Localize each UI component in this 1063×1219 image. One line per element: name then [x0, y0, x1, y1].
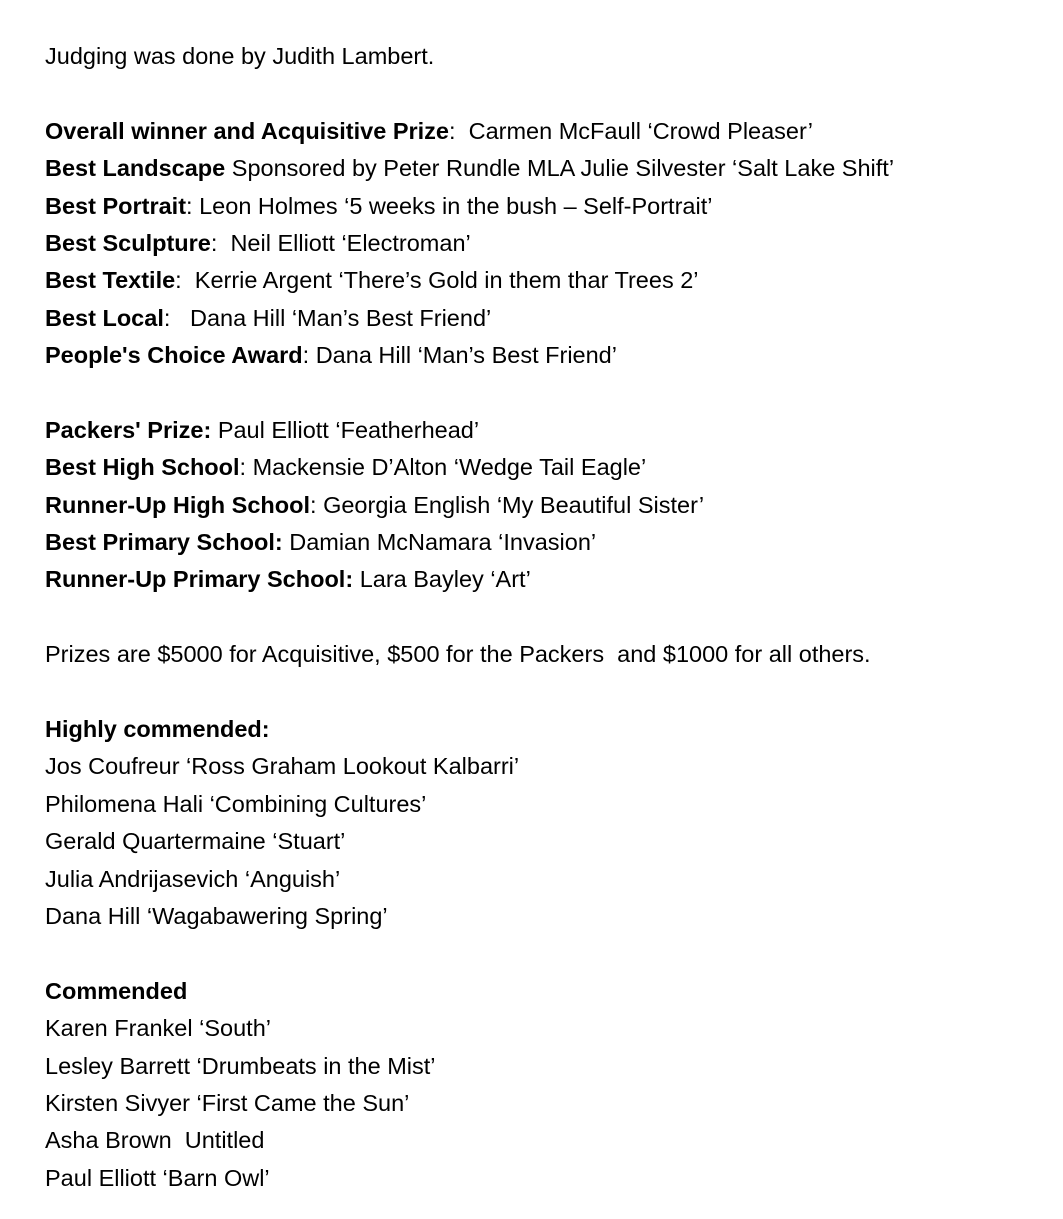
list-item: Lesley Barrett ‘Drumbeats in the Mist’ [45, 1052, 436, 1079]
award-label: Best Textile [45, 267, 176, 294]
award-label: People's Choice Award [45, 342, 303, 369]
award-winner: Paul Elliott ‘Featherhead’ [217, 416, 480, 443]
award-winner: Sponsored by Peter Rundle MLA Julie Silvester ‘Salt Lake Shift’ [231, 155, 895, 182]
award-winner: Damian McNamara ‘Invasion’ [289, 529, 597, 556]
spacer [45, 75, 1055, 112]
award-line [45, 524, 1055, 561]
award-winner: Dana Hill ‘Man’s Best Friend’ [315, 342, 617, 369]
award-label: Overall winner and Acquisitive Prize [45, 117, 449, 144]
award-line: People's Choice Award: Dana Hill ‘Man’s Best Friend’ [45, 342, 617, 369]
award-label: Packers' Prize: [45, 416, 212, 443]
award-winner: Georgia English ‘My Beautiful Sister’ [323, 491, 705, 518]
award-winner: Kerrie Argent ‘There’s Gold in them thar Trees 2’ [194, 267, 699, 294]
list-item: Jos Coufreur ‘Ross Graham Lookout Kalbarri’ [45, 753, 520, 780]
results-document [45, 38, 1055, 1197]
award-label: Best Primary School: [45, 529, 283, 556]
commended-section [45, 973, 1055, 1197]
prizes-note: Prizes are $5000 for Acquisitive, $500 for the Packers and $1000 for all others. [45, 641, 871, 668]
award-line [45, 412, 1055, 449]
award-label: Runner-Up High School [45, 491, 311, 518]
other-awards-list [45, 412, 1055, 599]
award-line: Best Sculpture: Neil Elliott ‘Electroman’ [45, 229, 471, 256]
award-winner: Lara Bayley ‘Art’ [359, 566, 531, 593]
award-line: Best Textile: Kerrie Argent ‘There’s Gold in them thar Trees 2’ [45, 267, 699, 294]
award-line [45, 150, 1055, 187]
commended-heading: Commended [45, 977, 188, 1004]
award-label: Best Landscape [45, 155, 226, 182]
award-label: Best Sculpture [45, 229, 211, 256]
list-item: Julia Andrijasevich ‘Anguish’ [45, 865, 341, 892]
spacer [45, 375, 1055, 412]
award-line: Best High School: Mackensie D’Alton ‘Wedge Tail Eagle’ [45, 454, 647, 481]
spacer [45, 599, 1055, 636]
list-item: Kirsten Sivyer ‘First Came the Sun’ [45, 1089, 410, 1116]
award-winner: Dana Hill ‘Man’s Best Friend’ [189, 304, 492, 331]
highly-commended-heading: Highly commended: [45, 716, 270, 743]
award-label: Best Portrait [45, 192, 187, 219]
award-line: Best Local: Dana Hill ‘Man’s Best Friend’ [45, 304, 492, 331]
award-label: Best High School [45, 454, 240, 481]
award-winner: Mackensie D’Alton ‘Wedge Tail Eagle’ [252, 454, 647, 481]
judging-intro: Judging was done by Judith Lambert. [45, 43, 435, 69]
award-winner: Neil Elliott ‘Electroman’ [230, 229, 471, 256]
award-line: Overall winner and Acquisitive Prize: Carmen McFaull ‘Crowd Pleaser’ [45, 117, 813, 144]
major-awards-list [45, 113, 1055, 375]
list-item: Gerald Quartermaine ‘Stuart’ [45, 828, 346, 855]
highly-commended-section [45, 711, 1055, 935]
award-label: Runner-Up Primary School: [45, 566, 354, 593]
spacer [45, 935, 1055, 972]
spacer [45, 674, 1055, 711]
award-winner: Leon Holmes ‘5 weeks in the bush – Self-Portrait’ [199, 192, 713, 219]
award-line: Runner-Up High School: Georgia English ‘My Beautiful Sister’ [45, 491, 705, 518]
list-item: Paul Elliott ‘Barn Owl’ [45, 1164, 270, 1191]
award-line: Best Portrait: Leon Holmes ‘5 weeks in the bush – Self-Portrait’ [45, 192, 713, 219]
award-label: Best Local [45, 304, 164, 331]
list-item: Asha Brown Untitled [45, 1127, 265, 1154]
award-line [45, 561, 1055, 598]
list-item: Karen Frankel ‘South’ [45, 1015, 271, 1042]
list-item: Dana Hill ‘Wagabawering Spring’ [45, 902, 388, 929]
award-winner: Carmen McFaull ‘Crowd Pleaser’ [468, 117, 813, 144]
list-item: Philomena Hali ‘Combining Cultures’ [45, 790, 427, 817]
